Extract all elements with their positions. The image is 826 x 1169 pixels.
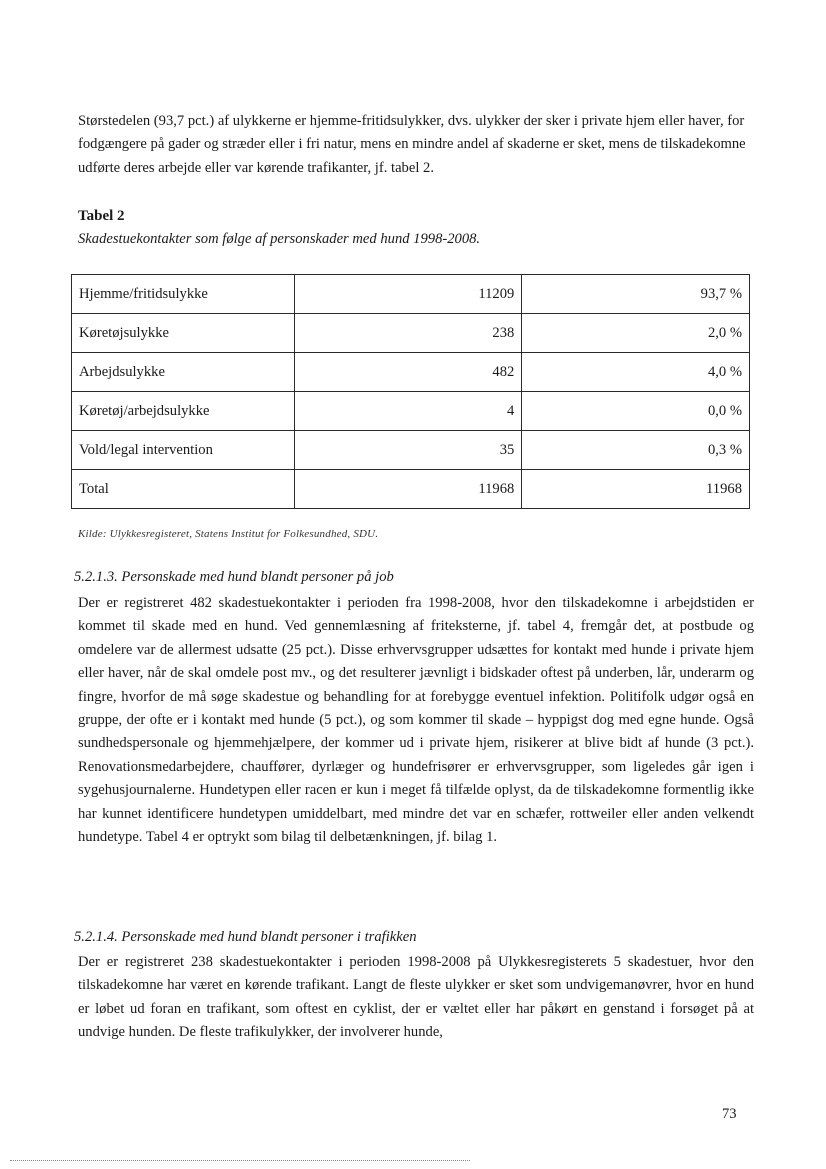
- cell-count: 4: [294, 392, 522, 431]
- injury-table: [71, 274, 750, 509]
- table-row: [72, 392, 750, 431]
- table-caption: Skadestuekontakter som følge af personskader med hund 1998-2008.: [78, 231, 481, 247]
- table-row: [72, 314, 750, 353]
- page-number: 73: [722, 1106, 737, 1122]
- cell-category: Vold/legal intervention: [72, 431, 295, 470]
- cell-count: 35: [294, 431, 522, 470]
- cell-count: 482: [294, 353, 522, 392]
- cell-category: Køretøjsulykke: [72, 314, 295, 353]
- cell-percent: 93,7 %: [522, 275, 750, 314]
- cell-category: Total: [72, 470, 295, 509]
- section-heading-traffic: 5.2.1.4. Personskade med hund blandt personer i trafikken: [74, 929, 417, 945]
- cell-count: 11209: [294, 275, 522, 314]
- cell-percent: 4,0 %: [522, 353, 750, 392]
- table-label: Tabel 2: [78, 208, 125, 224]
- cell-percent: 0,3 %: [522, 431, 750, 470]
- cell-category: Arbejdsulykke: [72, 353, 295, 392]
- table-source: Kilde: Ulykkesregisteret, Statens Institut for Folkesundhed, SDU.: [78, 528, 379, 540]
- cell-percent: 0,0 %: [522, 392, 750, 431]
- intro-paragraph: Størstedelen (93,7 pct.) af ulykkerne er hjemme-fritidsulykker, dvs. ulykker der sker i private hjem eller haver, for fodgængere på gader og stræder eller i fri natur, mens en mindre andel af skaderne er sket, mens de tilskadekomne udførte deres arbejde eller var kørende trafikanter, jf. tabel 2.: [78, 113, 746, 176]
- table-row: [72, 353, 750, 392]
- cell-percent: 2,0 %: [522, 314, 750, 353]
- bottom-rule: [10, 1160, 470, 1161]
- cell-count: 11968: [294, 470, 522, 509]
- cell-category: Køretøj/arbejdsulykke: [72, 392, 295, 431]
- cell-category: Hjemme/fritidsulykke: [72, 275, 295, 314]
- cell-count: 238: [294, 314, 522, 353]
- table-row: [72, 470, 750, 509]
- section-body-traffic: Der er registreret 238 skadestuekontakter i perioden 1998-2008 på Ulykkesregisterets 5 skadestuer, hvor den tilskadekomne har været en kørende trafikant. Langt de fleste ulykker er sket som undvigemanøvrer, hvor en hund er løbet ud foran en trafikant, som oftest en cyklist, der er væltet eller har påkørt en genstand i forsøget på at undvige hunden. De fleste trafikulykker, der involverer hunde,: [78, 954, 754, 1041]
- section-heading-job: 5.2.1.3. Personskade med hund blandt personer på job: [74, 569, 394, 585]
- cell-percent: 11968: [522, 470, 750, 509]
- table-row: [72, 275, 750, 314]
- table-row: [72, 431, 750, 470]
- section-body-job: Der er registreret 482 skadestuekontakter i perioden fra 1998-2008, hvor den tilskadekomne i arbejdstiden er kommet til skade med en hund. Ved gennemlæsning af friteksterne, jf. tabel 4, fremgår det, at postbude og omdelere var de allermest udsatte (25 pct.). Disse erhvervsgrupper udsættes for kontakt med hunde i private hjem eller haver, når de skal omdele post mv., og det resulterer jævnligt i bidskader oftest på underben, lår, underarm og fingre, hvorfor de må søge skadestue og behandling for at forebygge eventuel infektion. Politifolk udgør også en gruppe, der ofte er i kontakt med hunde (5 pct.), og som kommer til skade – hyppigst dog med egne hunde. Også sundhedspersonale og hjemmehjælpere, der kommer ud i private hjem, risikerer at blive bidt af hunde (3 pct.). Renovationsmedarbejdere, chauffører, dyrlæger og hundefrisører er erhvervsgrupper, som ligeledes går igen i sygehusjournalerne. Hundetypen eller racen er kun i meget få tilfælde oplyst, da de tilskadekomne formentlig ikke har kunnet identificere hundetypen umiddelbart, med mindre det var en schæfer, rottweiler eller anden velkendt hundetype. Tabel 4 er optrykt som bilag til delbetænkningen, jf. bilag 1.: [78, 595, 754, 846]
